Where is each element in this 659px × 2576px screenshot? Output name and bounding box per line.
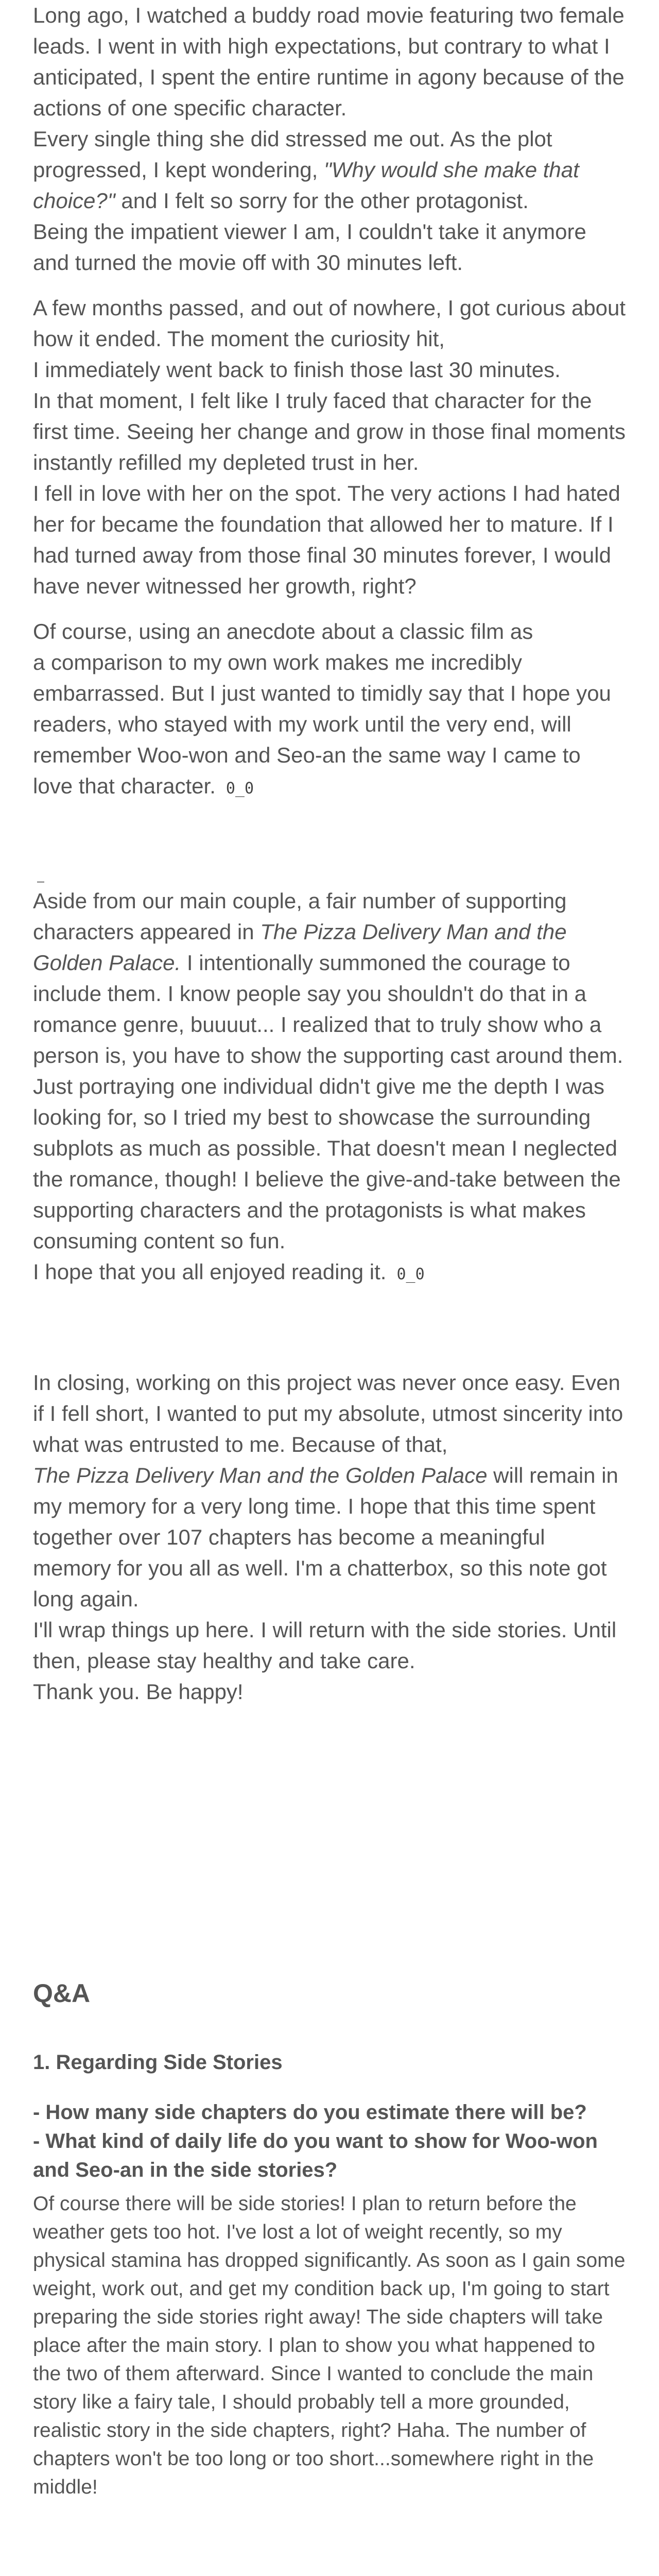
work-title: The Pizza Delivery Man and the Golden Palace. [33,920,567,975]
paragraph-text: I intentionally summoned the courage to include them. I know people say you shouldn't do that in a romance genre, buuuut... I realized that to truly show who a person is, you have to show the supporting cast around them. Just portraying one individual didn't give me the depth I was looking for, so I tried my best to showcase the surrounding subplots as much as possible. That doesn't mean I neglected the romance, though! I believe the give-and-take between the supporting characters and the protagonists is what makes consuming content so fun. I hope that you all enjoyed reading it. [33,951,623,1284]
qa-section-title: 1. Regarding Side Stories [33,2051,283,2074]
paragraph-closing [33,1367,626,1707]
paragraph-text: Aside from our main couple, a fair number of supporting characters appeared in [33,889,567,944]
work-title: The Pizza Delivery Man and the Golden Palace [33,1463,488,1487]
paragraph-anecdote [33,616,626,804]
emoticon: 0_0 [226,779,254,798]
paragraph-text: In closing, working on this project was never once easy. Even if I fell short, I wanted to put my absolute, utmost sincerity into what was entrusted to me. Because of that, [33,1370,623,1456]
paragraph-text: will remain in my memory for a very long time. I hope that this time spent together over 107 chapters has become a meaningful memory for you all as well. I'm a chatterbox, so this note got long again. I'll wrap things up here. I will return with the side stories. Until then, please stay healthy and take care. Thank you. Be happy! [33,1463,618,1704]
qa-question: - How many side chapters do you estimate there will be? [33,2101,587,2124]
paragraph-text: Of course, using an anecdote about a classic film as a comparison to my own work makes me incredibly embarrassed. But I just wanted to timidly say that I hope you readers, who stayed with my work until the very end, will remember Woo-won and Seo-an the same way I came to love that character. [33,619,611,798]
qa-answer: Of course there will be side stories! I plan to return before the weather gets too hot. I've lost a lot of weight recently, so my physical stamina has dropped significantly. As soon as I gain some weight, work out, and get my condition back up, I'm going to start preparing the side stories right away! The side chapters will take place after the main story. I plan to show you what happened to the two of them afterward. Since I wanted to conclude the main story like a fairy tale, I should probably tell a more grounded, realistic story in the side chapters, right? Haha. The number of chapters won't be too long or too short...somewhere right in the middle! [33,2193,626,2498]
section-divider-mark [37,882,44,883]
paragraph-movie-return: A few months passed, and out of nowhere, I got curious about how it ended. The moment the curiosity hit, I immediately went back to finish those last 30 minutes. In that moment, I felt like I truly faced that character for the first time. Seeing her change and grow in those final moments instantly refilled my depleted trust in her. I fell in love with her on the spot. The very actions I had hated her for became the foundation that allowed her to mature. If I had turned away from those final 30 minutes forever, I would have never witnessed her growth, right? [33,296,626,598]
qa-heading: Q&A [33,1979,91,2008]
paragraph-supporting-characters [33,886,626,1290]
paragraph-text: and I felt so sorry for the other protagonist. Being the impatient viewer I am, I couldn't take it anymore and turned the movie off with 30 minutes left. [33,189,586,275]
paragraph-movie-intro [33,0,626,278]
quote-text: "Why would she make that choice?" [33,158,579,213]
qa-question: - What kind of daily life do you want to show for Woo-won and Seo-an in the side stories? [33,2130,598,2181]
paragraph-text: Long ago, I watched a buddy road movie featuring two female leads. I went in with high expectations, but contrary to what I anticipated, I spent the entire runtime in agony because of the actions of one specific character. Every single thing she did stressed me out. As the plot progressed, I kept wondering, [33,3,625,182]
emoticon: 0_0 [396,1265,425,1283]
afterword-content [33,0,626,2501]
